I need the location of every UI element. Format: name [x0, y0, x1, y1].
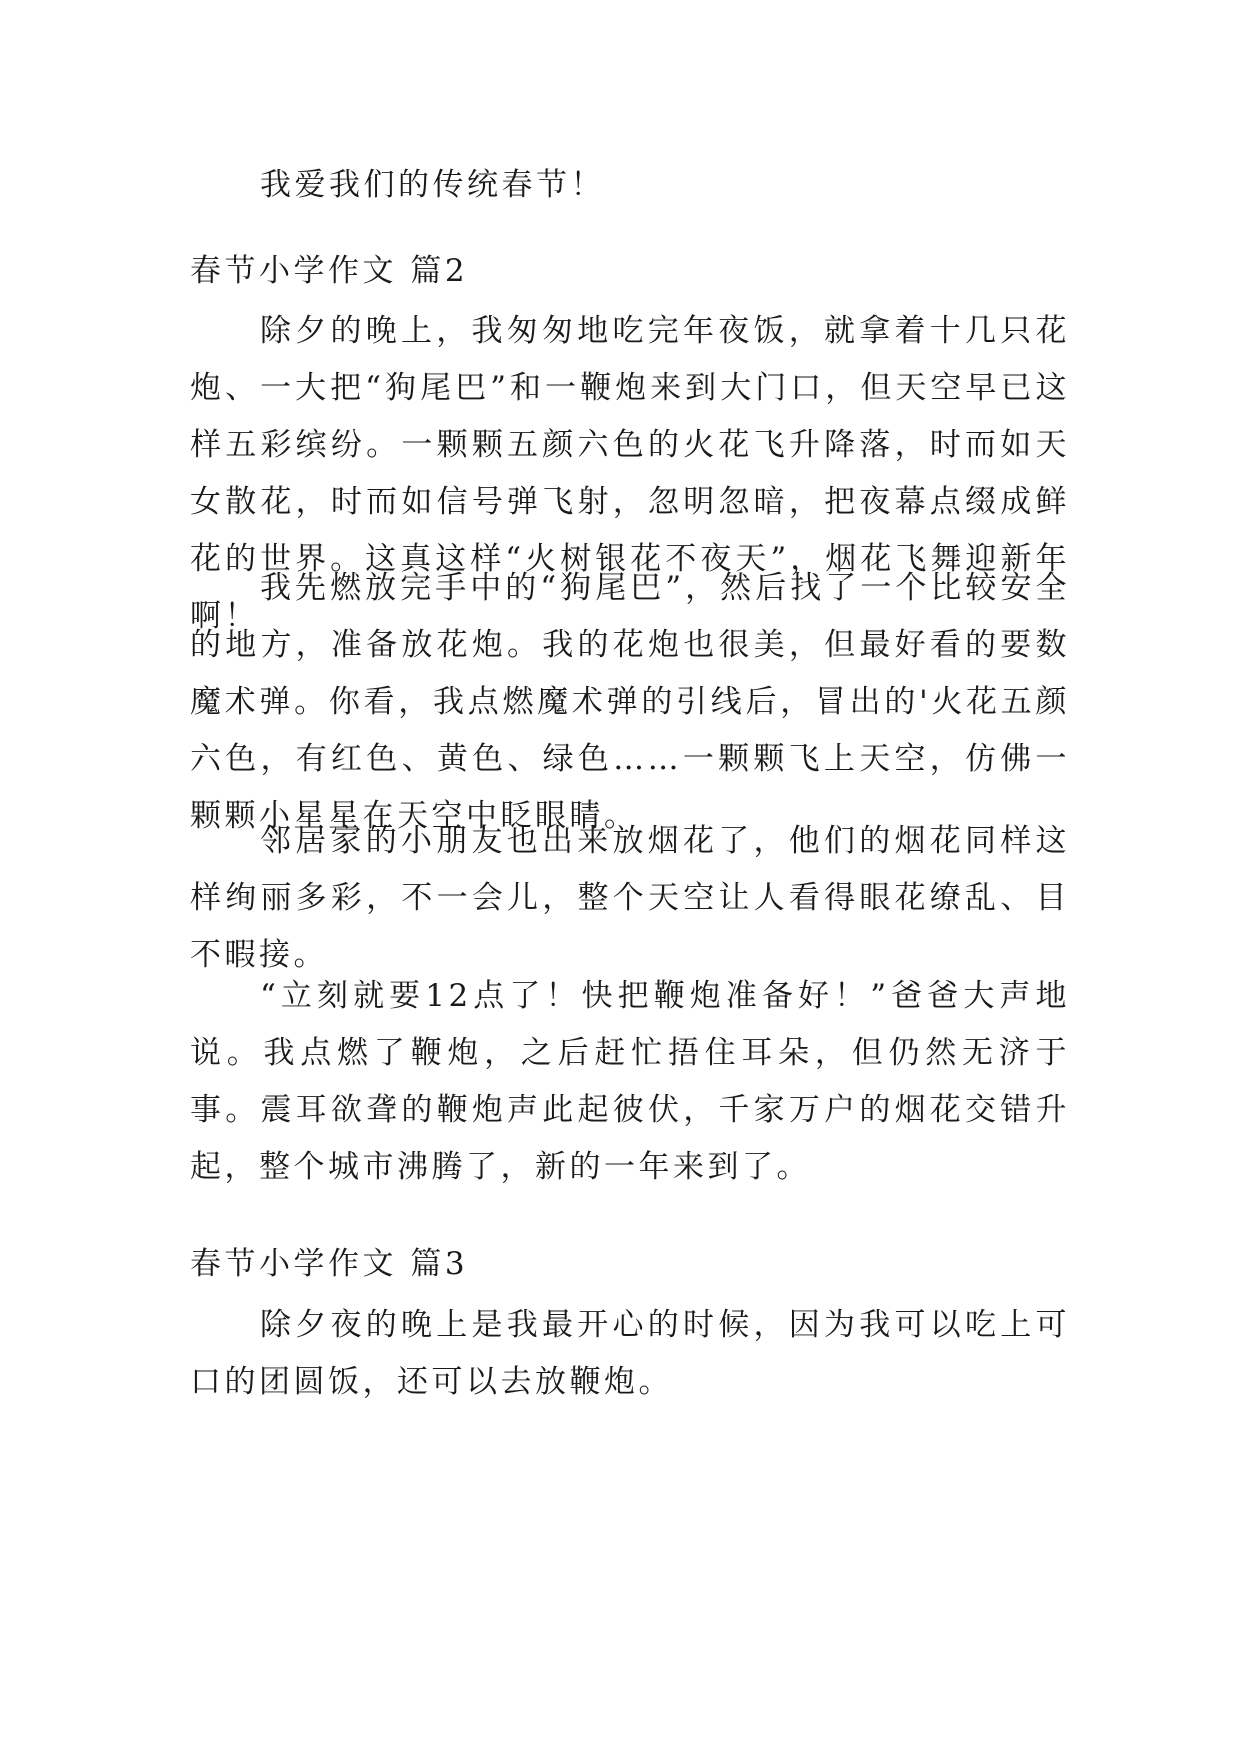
- section2-paragraph-1: 除夕的晚上，我匆匆地吃完年夜饭，就拿着十几只花炮、一大把“狗尾巴”和一鞭炮来到大门口，但天空早已这样五彩缤纷。一颗颗五颜六色的火花飞升降落，时而如天女散花，时而如信号弹飞射，忽明忽暗，把夜幕点缀成鲜花的世界。这真这样“火树银花不夜天”，烟花飞舞迎新年啊！: [190, 313, 1070, 634]
- section-heading-2: 春节小学作文 篇2: [190, 253, 469, 289]
- section2-paragraph-2: 我先燃放完手中的“狗尾巴”，然后找了一个比较安全的地方，准备放花炮。我的花炮也很美，但最好看的要数魔术弹。你看，我点燃魔术弹的引线后，冒出的'火花五颜六色，有红色、黄色、绿色……一颗颗飞上天空，仿佛一颗颗小星星在天空中眨眼睛。: [190, 570, 1070, 834]
- closing-line: 我爱我们的传统春节！: [260, 167, 605, 203]
- section3-paragraph-1: 除夕夜的晚上是我最开心的时候，因为我可以吃上可口的团圆饭，还可以去放鞭炮。: [190, 1307, 1070, 1400]
- section2-paragraph-3: 邻居家的小朋友也出来放烟花了，他们的烟花同样这样绚丽多彩，不一会儿，整个天空让人看得眼花缭乱、目不暇接。: [190, 823, 1070, 973]
- section-heading-3: 春节小学作文 篇3: [190, 1246, 469, 1282]
- section2-paragraph-4: “立刻就要12点了！快把鞭炮准备好！”爸爸大声地说。我点燃了鞭炮，之后赶忙捂住耳朵，但仍然无济于事。震耳欲聋的鞭炮声此起彼伏，千家万户的烟花交错升起，整个城市沸腾了，新的一年来到了。: [190, 978, 1070, 1185]
